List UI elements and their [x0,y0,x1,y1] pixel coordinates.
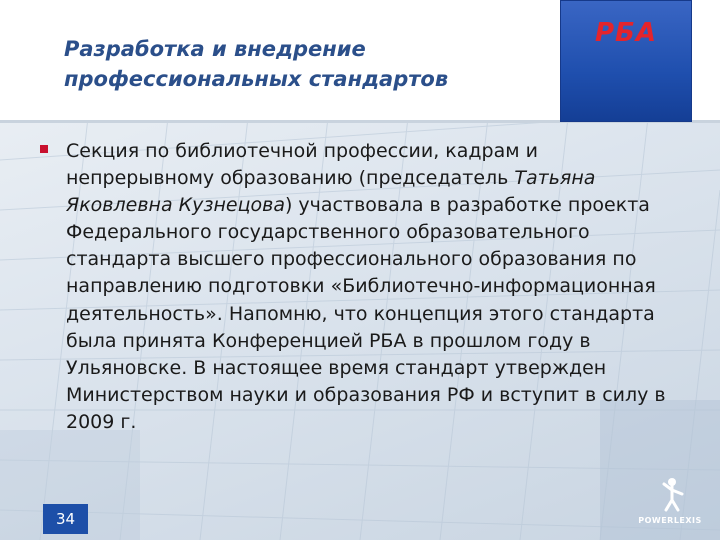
slide-title [64,34,544,94]
bullet-item [40,138,690,436]
bullet-text-italic: Татьяна Яковлевна Кузнецова [66,167,596,217]
content [40,138,690,436]
page-number: 34 [43,504,88,534]
brand-mark [620,474,720,540]
brand-figure-icon [642,474,698,514]
title-line-1: Разработка и внедрение [64,37,366,61]
bullet-text-part1: Секция по библиотечной профессии, кадрам и непрерывному образованию (председатель [66,140,538,190]
title-line-2: профессиональных стандартов [64,67,449,91]
brand-text: POWERLEXIS [638,516,702,525]
rba-logo [560,0,692,122]
bullet-text-part3: ) участвовала в разработке проекта Федерального государственного образовательного стандарта высшего профессионального образования по направлению подготовки «Библиотечно-информационная деятельность». Напомню, что концепция этого стандарта была принята Конференцией РБА в прошлом году в Ульяновске. В настоящее время стандарт утвержден Министерством науки и образования РФ и вступит в силу в 2009 г. [66,194,666,433]
logo-text: РБА [595,18,657,48]
square-bullet-icon [40,145,48,153]
bullet-text [66,138,690,436]
